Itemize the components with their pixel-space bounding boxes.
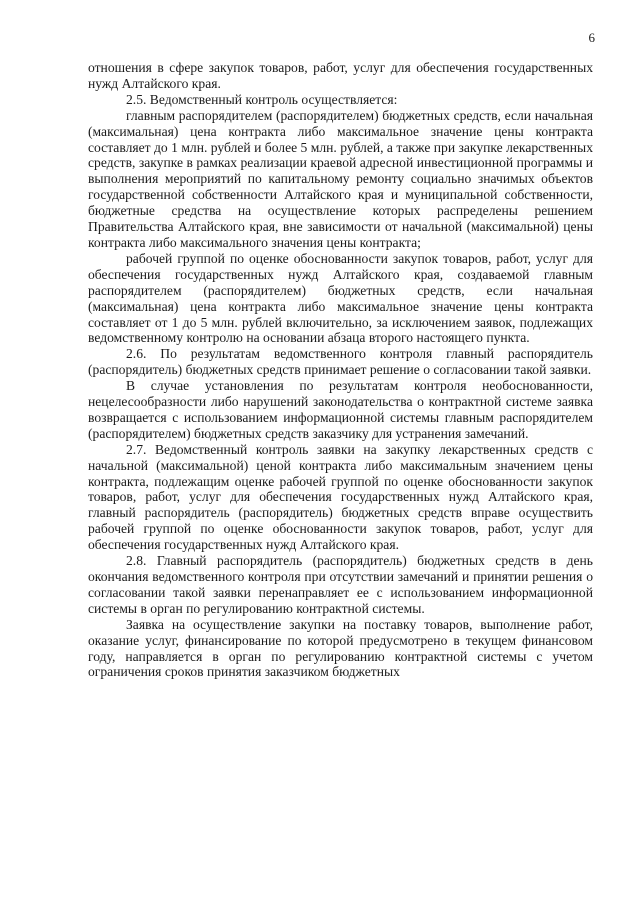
paragraph-continuation: отношения в сфере закупок товаров, работ, услуг для обеспечения государственных нужд Алтайского края. [88, 60, 593, 91]
paragraph-2-8-application: Заявка на осуществление закупки на поставку товаров, выполнение работ, оказание услуг, финансирование по которой предусмотрено в текущем финансовом году, направляется в орган по регулированию контрактной системы с учетом ограничения сроков принятия заказчиком бюджетных [88, 616, 593, 680]
paragraph-2-6: 2.6. По результатам ведомственного контроля главный распорядитель (распорядитель) бюджетных средств принимает решение о согласовании такой заявки. [88, 346, 593, 378]
paragraph-2-8: 2.8. Главный распорядитель (распорядитель) бюджетных средств в день окончания ведомственного контроля при отсутствии замечаний и принятии решения о согласовании такой заявки перенаправляет ее с использованием информационной системы в орган по регулированию контрактной системы. [88, 553, 593, 616]
document-body [88, 60, 593, 680]
paragraph-2-5-working-group: рабочей группой по оценке обоснованности закупок товаров, работ, услуг для обеспечения государственных нужд Алтайского края, создаваемой главным распорядителем (распорядителем) бюджетных средств, если начальная (максимальная) цена контракта либо максимальное значение цены контракта составляет от 1 до 5 млн. рублей включительно, за исключением заявок, подлежащих ведомственному контролю на основании абзаца второго настоящего пункта. [88, 250, 593, 346]
paragraph-2-6-return: В случае установления по результатам контроля необоснованности, нецелесообразности либо нарушений законодательства о контрактной системе заявка возвращается с использованием информационной системы главным распорядителем (распорядителем) бюджетных средств заказчику для устранения замечаний. [88, 378, 593, 441]
paragraph-2-5-heading: 2.5. Ведомственный контроль осуществляется: [126, 91, 398, 107]
paragraph-2-7: 2.7. Ведомственный контроль заявки на закупку лекарственных средств с начальной (максимальной) ценой контракта либо максимальным значением цены контракта, подлежащим оценке рабочей группой по оценке обоснованности закупок товаров, работ, услуг для обеспечения государственных нужд Алтайского края, главный распорядитель (распорядитель) бюджетных средств вправе осуществить рабочей группой по оценке обоснованности закупок товаров, работ, услуг для обеспечения государственных нужд Алтайского края. [88, 441, 593, 553]
paragraph-2-5-main-distributor: главным распорядителем (распорядителем) бюджетных средств, если начальная (максимальная) цена контракта либо максимальное значение цены контракта составляет до 1 млн. рублей и более 5 млн. рублей, а также при закупке лекарственных средств, закупке в рамках реализации краевой адресной инвестиционной программы и выполнения мероприятий по капитальному ремонту социально значимых объектов государственной собственности Алтайского края и муниципальной собственности, бюджетные средства на осуществление которых распределены решением Правительства Алтайского края, вне зависимости от начальной (максимальной) цены контракта либо максимального значения цены контракта; [88, 107, 593, 250]
page-number: 6 [588, 30, 595, 45]
